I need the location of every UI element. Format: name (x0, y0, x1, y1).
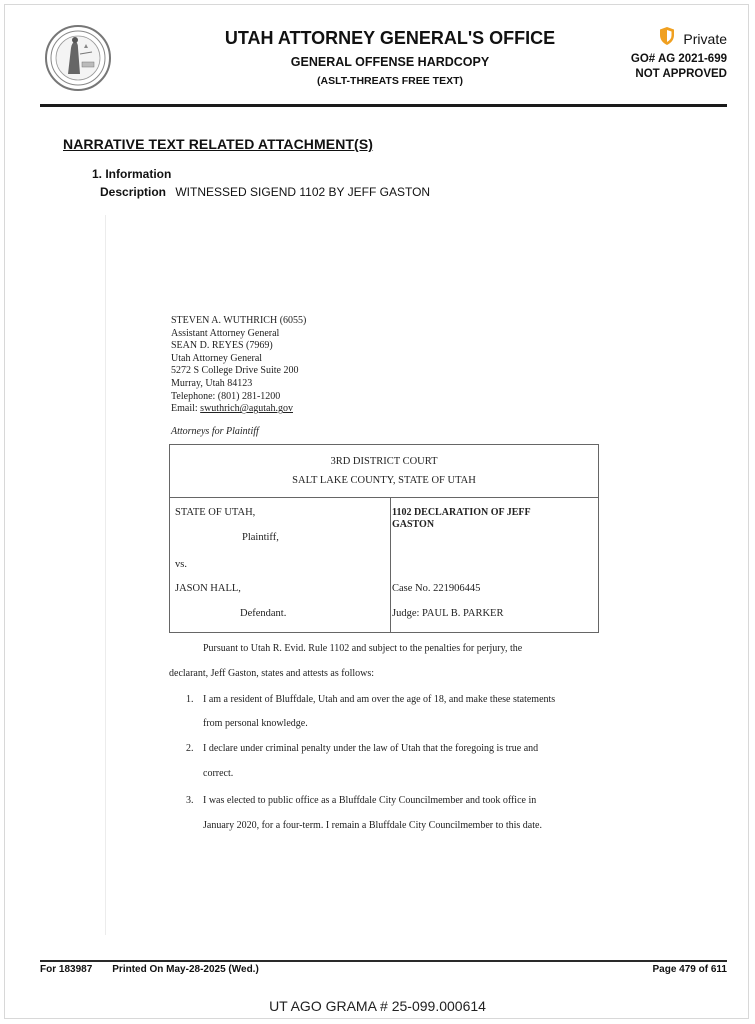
item-number: 3. (186, 795, 194, 806)
header-divider (40, 104, 727, 107)
for-id: For 183987 (40, 964, 93, 975)
email-line (171, 403, 306, 416)
description-value: WITNESSED SIGEND 1102 BY JEFF GASTON (175, 185, 431, 199)
versus: vs. (175, 559, 187, 570)
approval-status: NOT APPROVED (635, 68, 727, 80)
description-label: Description (100, 185, 167, 199)
defendant-role: Defendant. (240, 608, 287, 619)
intro-line: Pursuant to Utah R. Evid. Rule 1102 and subject to the penalties for perjury, the (203, 643, 523, 654)
go-number: GO# AG 2021-699 (630, 53, 727, 65)
grama-stamp: UT AGO GRAMA # 25-099.000614 (269, 998, 486, 1014)
section-title: NARRATIVE TEXT RELATED ATTACHMENT(S) (63, 136, 374, 152)
printed-date: Printed On May-28-2025 (Wed.) (112, 964, 259, 975)
attorney-line: 5272 S College Drive Suite 200 (171, 365, 299, 377)
court-county: SALT LAKE COUNTY, STATE OF UTAH (292, 475, 476, 486)
attorney-line: Telephone: (801) 281-1200 (171, 390, 281, 402)
item-number: 1. (186, 694, 194, 705)
court-header (170, 445, 598, 498)
attachment-margin-line (105, 215, 106, 935)
email-link[interactable]: swuthrich@agutah.gov (200, 403, 293, 415)
defendant-name: JASON HALL, (175, 583, 241, 594)
attorney-block (171, 315, 306, 416)
attorney-line: SEAN D. REYES (7969) (171, 340, 273, 352)
report-subtype: (ASLT-THREATS FREE TEXT) (316, 75, 464, 87)
attorney-line: Utah Attorney General (171, 352, 263, 364)
privacy-label: Private (683, 30, 727, 47)
court-name: 3RD DISTRICT COURT (330, 456, 438, 467)
item-text: I am a resident of Bluffdale, Utah and am over the age of 18, and make these statements (203, 694, 556, 705)
description-row (100, 185, 430, 199)
attorneys-for: Attorneys for Plaintiff (171, 426, 259, 437)
column-divider (390, 497, 391, 633)
item-number: 2. (186, 743, 194, 754)
item-text: correct. (203, 768, 234, 779)
attorney-line: Assistant Attorney General (171, 327, 280, 339)
privacy-block (631, 26, 727, 80)
intro-line: declarant, Jeff Gaston, states and attests as follows: (169, 668, 375, 679)
footer-left (40, 964, 259, 975)
declaration-title: 1102 DECLARATION OF JEFF GASTON (392, 507, 531, 530)
footer-divider (40, 960, 727, 962)
plaintiff-role: Plaintiff, (242, 532, 279, 543)
office-title: UTAH ATTORNEY GENERAL'S OFFICE (224, 28, 556, 48)
attorney-line: Murray, Utah 84123 (171, 377, 253, 389)
item-text: from personal knowledge. (203, 718, 308, 729)
shield-icon (659, 26, 675, 51)
item-text: I was elected to public office as a Bluffdale City Councilmember and took office in (203, 795, 537, 806)
attorney-line: STEVEN A. WUTHRICH (6055) (171, 315, 307, 326)
email-label: Email: (171, 403, 201, 415)
case-caption-table (169, 444, 599, 633)
item-text: January 2020, for a four-term. I remain a Bluffdale City Councilmember to this date. (203, 820, 542, 831)
item-heading: 1. Information (92, 167, 172, 181)
plaintiff-name: STATE OF UTAH, (175, 507, 256, 518)
page-number: Page 479 of 611 (652, 964, 727, 975)
report-type: GENERAL OFFENSE HARDCOPY (290, 55, 490, 69)
case-number: Case No. 221906445 (392, 583, 481, 594)
state-seal-icon (44, 24, 112, 92)
item-text: I declare under criminal penalty under the law of Utah that the foregoing is true and (203, 743, 539, 754)
judge-name: Judge: PAUL B. PARKER (392, 608, 504, 619)
